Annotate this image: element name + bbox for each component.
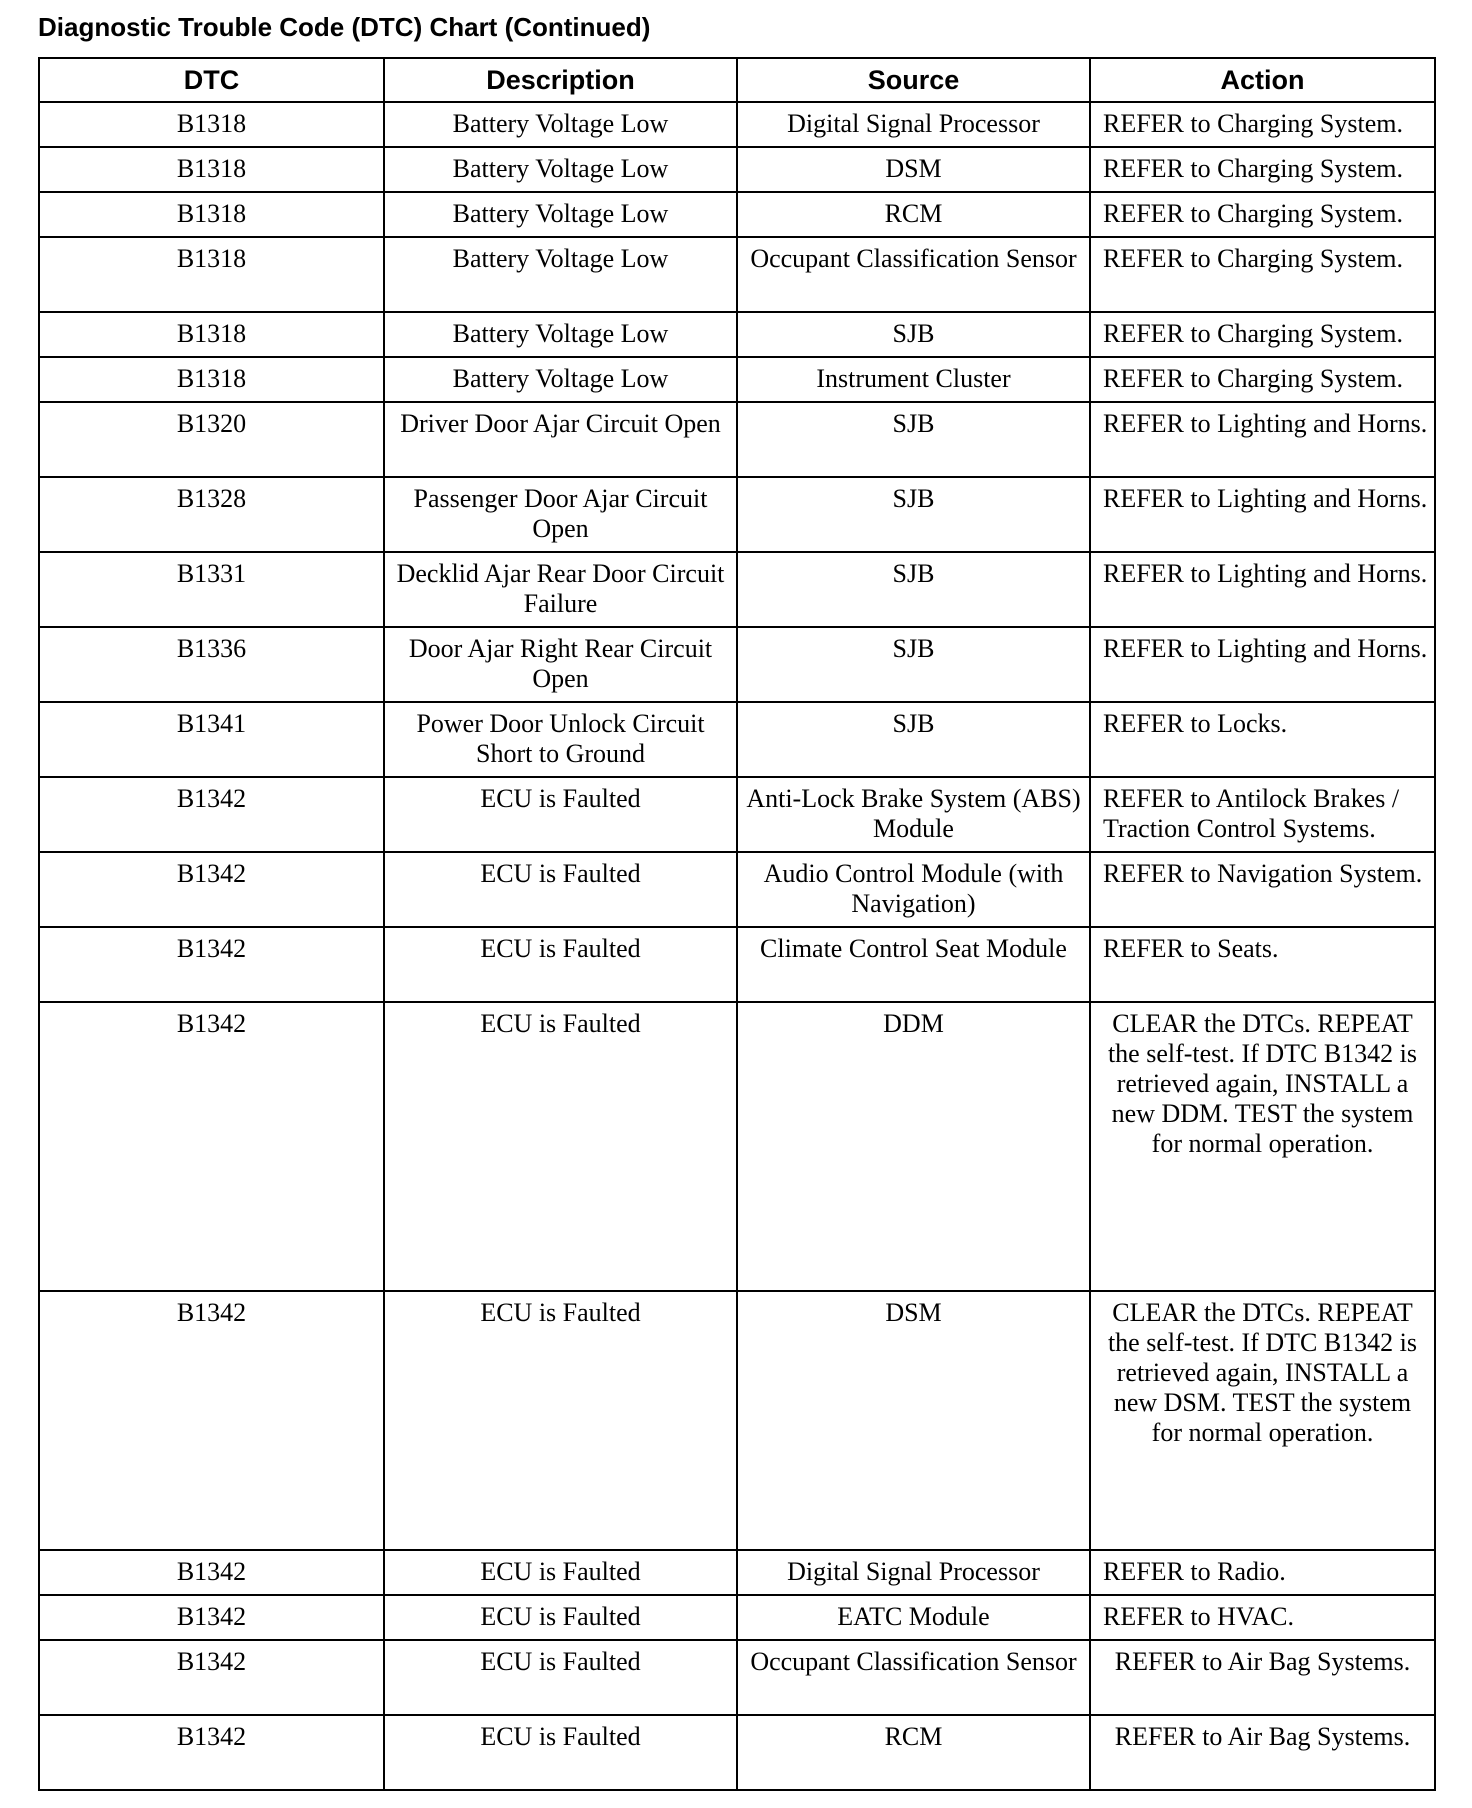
cell-source: RCM (737, 1715, 1090, 1790)
cell-dtc: B1342 (39, 927, 384, 1002)
cell-dtc: B1318 (39, 102, 384, 147)
cell-action: REFER to Navigation System. (1090, 852, 1435, 927)
cell-dtc: B1342 (39, 1595, 384, 1640)
cell-source: RCM (737, 192, 1090, 237)
table-row (39, 1291, 1435, 1550)
cell-description: ECU is Faulted (384, 1640, 737, 1715)
cell-action: REFER to Charging System. (1090, 312, 1435, 357)
cell-source: SJB (737, 552, 1090, 627)
cell-source: SJB (737, 312, 1090, 357)
cell-source: DDM (737, 1002, 1090, 1291)
cell-source: Occupant Classification Sensor (737, 237, 1090, 312)
cell-description: Battery Voltage Low (384, 102, 737, 147)
table-row (39, 312, 1435, 357)
cell-source: SJB (737, 702, 1090, 777)
cell-description: ECU is Faulted (384, 1002, 737, 1291)
cell-action: CLEAR the DTCs. REPEAT the self-test. If DTC B1342 is retrieved again, INSTALL a new DSM. TEST the system for normal operation. (1090, 1291, 1435, 1550)
cell-action: REFER to HVAC. (1090, 1595, 1435, 1640)
cell-action: REFER to Air Bag Systems. (1090, 1715, 1435, 1790)
cell-description: ECU is Faulted (384, 1715, 737, 1790)
cell-source: DSM (737, 147, 1090, 192)
cell-action: CLEAR the DTCs. REPEAT the self-test. If DTC B1342 is retrieved again, INSTALL a new DDM. TEST the system for normal operation. (1090, 1002, 1435, 1291)
cell-description: ECU is Faulted (384, 852, 737, 927)
table-row (39, 147, 1435, 192)
cell-dtc: B1341 (39, 702, 384, 777)
cell-action: REFER to Air Bag Systems. (1090, 1640, 1435, 1715)
table-row (39, 192, 1435, 237)
cell-action: REFER to Charging System. (1090, 237, 1435, 312)
cell-source: Digital Signal Processor (737, 102, 1090, 147)
cell-description: ECU is Faulted (384, 927, 737, 1002)
table-row (39, 1550, 1435, 1595)
cell-source: SJB (737, 627, 1090, 702)
cell-action: REFER to Locks. (1090, 702, 1435, 777)
table-row (39, 552, 1435, 627)
cell-source: DSM (737, 1291, 1090, 1550)
cell-description: ECU is Faulted (384, 1595, 737, 1640)
table-row (39, 357, 1435, 402)
cell-description: Battery Voltage Low (384, 192, 737, 237)
cell-description: Battery Voltage Low (384, 147, 737, 192)
cell-dtc: B1342 (39, 1715, 384, 1790)
cell-source: Climate Control Seat Module (737, 927, 1090, 1002)
table-row (39, 1640, 1435, 1715)
cell-dtc: B1318 (39, 192, 384, 237)
table-row (39, 627, 1435, 702)
table-header-row (39, 58, 1435, 102)
cell-source: EATC Module (737, 1595, 1090, 1640)
cell-description: Door Ajar Right Rear Circuit Open (384, 627, 737, 702)
table-row (39, 402, 1435, 477)
cell-dtc: B1320 (39, 402, 384, 477)
cell-action: REFER to Charging System. (1090, 192, 1435, 237)
table-row (39, 477, 1435, 552)
dtc-table (38, 57, 1436, 1791)
cell-action: REFER to Lighting and Horns. (1090, 552, 1435, 627)
cell-description: Passenger Door Ajar Circuit Open (384, 477, 737, 552)
cell-description: ECU is Faulted (384, 777, 737, 852)
cell-source: Digital Signal Processor (737, 1550, 1090, 1595)
cell-action: REFER to Antilock Brakes / Traction Control Systems. (1090, 777, 1435, 852)
table-row (39, 1595, 1435, 1640)
cell-description: Driver Door Ajar Circuit Open (384, 402, 737, 477)
table-row (39, 702, 1435, 777)
cell-action: REFER to Radio. (1090, 1550, 1435, 1595)
cell-dtc: B1331 (39, 552, 384, 627)
cell-dtc: B1328 (39, 477, 384, 552)
cell-dtc: B1336 (39, 627, 384, 702)
cell-action: REFER to Lighting and Horns. (1090, 627, 1435, 702)
cell-action: REFER to Charging System. (1090, 357, 1435, 402)
cell-description: Power Door Unlock Circuit Short to Ground (384, 702, 737, 777)
header-description: Description (384, 58, 737, 102)
cell-description: Battery Voltage Low (384, 357, 737, 402)
cell-dtc: B1318 (39, 357, 384, 402)
cell-dtc: B1342 (39, 1002, 384, 1291)
cell-description: Decklid Ajar Rear Door Circuit Failure (384, 552, 737, 627)
table-row (39, 777, 1435, 852)
table-row (39, 237, 1435, 312)
cell-description: ECU is Faulted (384, 1291, 737, 1550)
cell-action: REFER to Seats. (1090, 927, 1435, 1002)
header-action: Action (1090, 58, 1435, 102)
cell-source: Anti-Lock Brake System (ABS) Module (737, 777, 1090, 852)
cell-dtc: B1318 (39, 147, 384, 192)
cell-source: Audio Control Module (with Navigation) (737, 852, 1090, 927)
cell-description: ECU is Faulted (384, 1550, 737, 1595)
cell-action: REFER to Charging System. (1090, 102, 1435, 147)
cell-description: Battery Voltage Low (384, 312, 737, 357)
table-row (39, 852, 1435, 927)
header-source: Source (737, 58, 1090, 102)
cell-action: REFER to Lighting and Horns. (1090, 402, 1435, 477)
cell-dtc: B1342 (39, 777, 384, 852)
page-title: Diagnostic Trouble Code (DTC) Chart (Continued) (38, 12, 651, 42)
table-row (39, 102, 1435, 147)
header-dtc: DTC (39, 58, 384, 102)
cell-source: Instrument Cluster (737, 357, 1090, 402)
cell-source: SJB (737, 402, 1090, 477)
cell-dtc: B1342 (39, 1640, 384, 1715)
table-row (39, 1002, 1435, 1291)
cell-description: Battery Voltage Low (384, 237, 737, 312)
cell-dtc: B1318 (39, 312, 384, 357)
table-row (39, 927, 1435, 1002)
cell-dtc: B1342 (39, 1291, 384, 1550)
cell-action: REFER to Lighting and Horns. (1090, 477, 1435, 552)
cell-action: REFER to Charging System. (1090, 147, 1435, 192)
table-row (39, 1715, 1435, 1790)
cell-source: SJB (737, 477, 1090, 552)
cell-dtc: B1342 (39, 1550, 384, 1595)
cell-dtc: B1318 (39, 237, 384, 312)
cell-source: Occupant Classification Sensor (737, 1640, 1090, 1715)
cell-dtc: B1342 (39, 852, 384, 927)
